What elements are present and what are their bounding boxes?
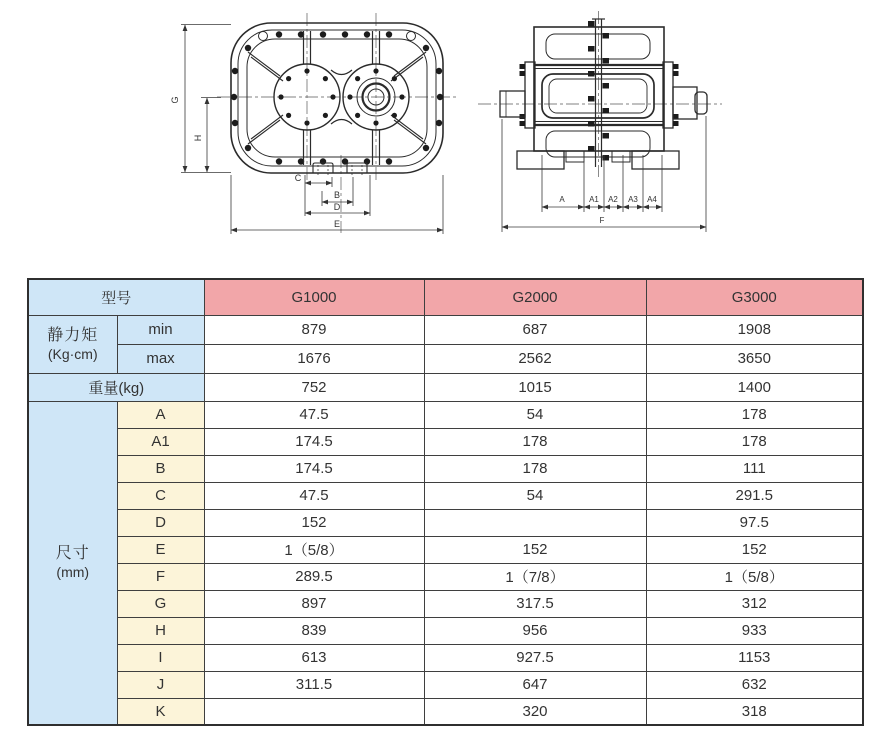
- table-row-dim-f: [28, 563, 863, 590]
- dim-row-label: C: [117, 482, 204, 509]
- dim-row-label: B: [117, 455, 204, 482]
- table-cell-value: 289.5: [204, 563, 424, 590]
- max-label-cell: max: [117, 344, 204, 373]
- table-cell-value: 752: [204, 373, 424, 401]
- dim-label-h: H: [193, 134, 203, 142]
- table-cell-value: 1015: [424, 373, 646, 401]
- table-row-min: [28, 315, 863, 344]
- dim-row-label: A1: [117, 428, 204, 455]
- table-cell-value: 311.5: [204, 671, 424, 698]
- static-torque-header: [28, 315, 117, 373]
- dim-row-label: G: [117, 590, 204, 617]
- table-cell-value: 1400: [646, 373, 863, 401]
- table-row-dim-k: [28, 698, 863, 725]
- table-cell-value: 47.5: [204, 482, 424, 509]
- table-cell-value: 152: [204, 509, 424, 536]
- dim-row-label: A: [117, 401, 204, 428]
- min-label-cell: min: [117, 315, 204, 344]
- dim-label-a: A: [559, 195, 565, 204]
- table-cell-value: 613: [204, 644, 424, 671]
- table-row-dim-h: [28, 617, 863, 644]
- table-row-dim-c: [28, 482, 863, 509]
- side-view-drawing: [462, 5, 752, 240]
- dim-label-g: G: [170, 96, 180, 104]
- dim-label-c: C: [294, 173, 302, 183]
- static-torque-label: 静力矩: [47, 326, 99, 344]
- dimensions-unit: (mm): [56, 564, 90, 581]
- table-cell-value: 178: [646, 401, 863, 428]
- table-cell-value: 687: [424, 315, 646, 344]
- table-cell-value: 3650: [646, 344, 863, 373]
- dimensions-label: 尺寸: [55, 545, 90, 563]
- table-row-header: [28, 279, 863, 315]
- table-cell-value: 97.5: [646, 509, 863, 536]
- table-cell-value: 291.5: [646, 482, 863, 509]
- table-cell-value: 320: [424, 698, 646, 725]
- table-cell-value: 956: [424, 617, 646, 644]
- table-cell-value: 1676: [204, 344, 424, 373]
- table-cell-value: 178: [646, 428, 863, 455]
- table-cell-value: 318: [646, 698, 863, 725]
- weight-label-cell: 重量(kg): [28, 373, 204, 401]
- table-cell-value: 1（7/8）: [424, 563, 646, 590]
- table-row-dim-i: [28, 644, 863, 671]
- table-cell-value: 879: [204, 315, 424, 344]
- table-row-dim-a: [28, 401, 863, 428]
- table-cell-value: 152: [424, 536, 646, 563]
- table-cell-value: 647: [424, 671, 646, 698]
- model-header-cell: 型号: [28, 279, 204, 315]
- dim-label-a1: A1: [589, 195, 599, 204]
- table-row-max: [28, 344, 863, 373]
- spec-table: [27, 278, 864, 726]
- table-row-dim-d: [28, 509, 863, 536]
- table-cell-value: 2562: [424, 344, 646, 373]
- table-cell-value: [204, 698, 424, 725]
- table-row-dim-e: [28, 536, 863, 563]
- static-torque-unit: (Kg·cm): [47, 345, 98, 362]
- table-cell-value: 312: [646, 590, 863, 617]
- table-cell-value: 317.5: [424, 590, 646, 617]
- table-cell-value: 1908: [646, 315, 863, 344]
- dimensions-header: [28, 401, 117, 725]
- table-cell-value: [424, 509, 646, 536]
- table-cell-value: 47.5: [204, 401, 424, 428]
- table-cell-value: 1（5/8）: [204, 536, 424, 563]
- table-row-dim-g: [28, 590, 863, 617]
- table-cell-value: 927.5: [424, 644, 646, 671]
- table-cell-value: 839: [204, 617, 424, 644]
- table-row-weight: [28, 373, 863, 401]
- table-cell-value: 174.5: [204, 428, 424, 455]
- dim-label-a4: A4: [647, 195, 657, 204]
- dim-row-label: E: [117, 536, 204, 563]
- front-view-drawing: [145, 5, 475, 255]
- dim-label-e: E: [333, 219, 341, 229]
- model-g2000-header: G2000: [424, 279, 646, 315]
- table-cell-value: 632: [646, 671, 863, 698]
- table-row-dim-a1: [28, 428, 863, 455]
- table-cell-value: 174.5: [204, 455, 424, 482]
- dim-row-label: D: [117, 509, 204, 536]
- dim-label-a2: A2: [608, 195, 618, 204]
- dim-row-label: F: [117, 563, 204, 590]
- table-cell-value: 178: [424, 455, 646, 482]
- table-row-dim-j: [28, 671, 863, 698]
- table-cell-value: 54: [424, 401, 646, 428]
- model-g3000-header: G3000: [646, 279, 863, 315]
- table-cell-value: 152: [646, 536, 863, 563]
- dim-label-f: F: [599, 216, 605, 225]
- model-g1000-header: G1000: [204, 279, 424, 315]
- table-cell-value: 178: [424, 428, 646, 455]
- table-cell-value: 1（5/8）: [646, 563, 863, 590]
- table-cell-value: 1153: [646, 644, 863, 671]
- table-row-dim-b: [28, 455, 863, 482]
- dim-row-label: I: [117, 644, 204, 671]
- dim-label-a3: A3: [628, 195, 638, 204]
- dim-row-label: J: [117, 671, 204, 698]
- dim-label-b: B: [333, 190, 341, 200]
- table-cell-value: 933: [646, 617, 863, 644]
- table-cell-value: 54: [424, 482, 646, 509]
- dim-row-label: H: [117, 617, 204, 644]
- table-cell-value: 111: [646, 455, 863, 482]
- dim-label-d: D: [333, 202, 341, 212]
- table-cell-value: 897: [204, 590, 424, 617]
- dim-row-label: K: [117, 698, 204, 725]
